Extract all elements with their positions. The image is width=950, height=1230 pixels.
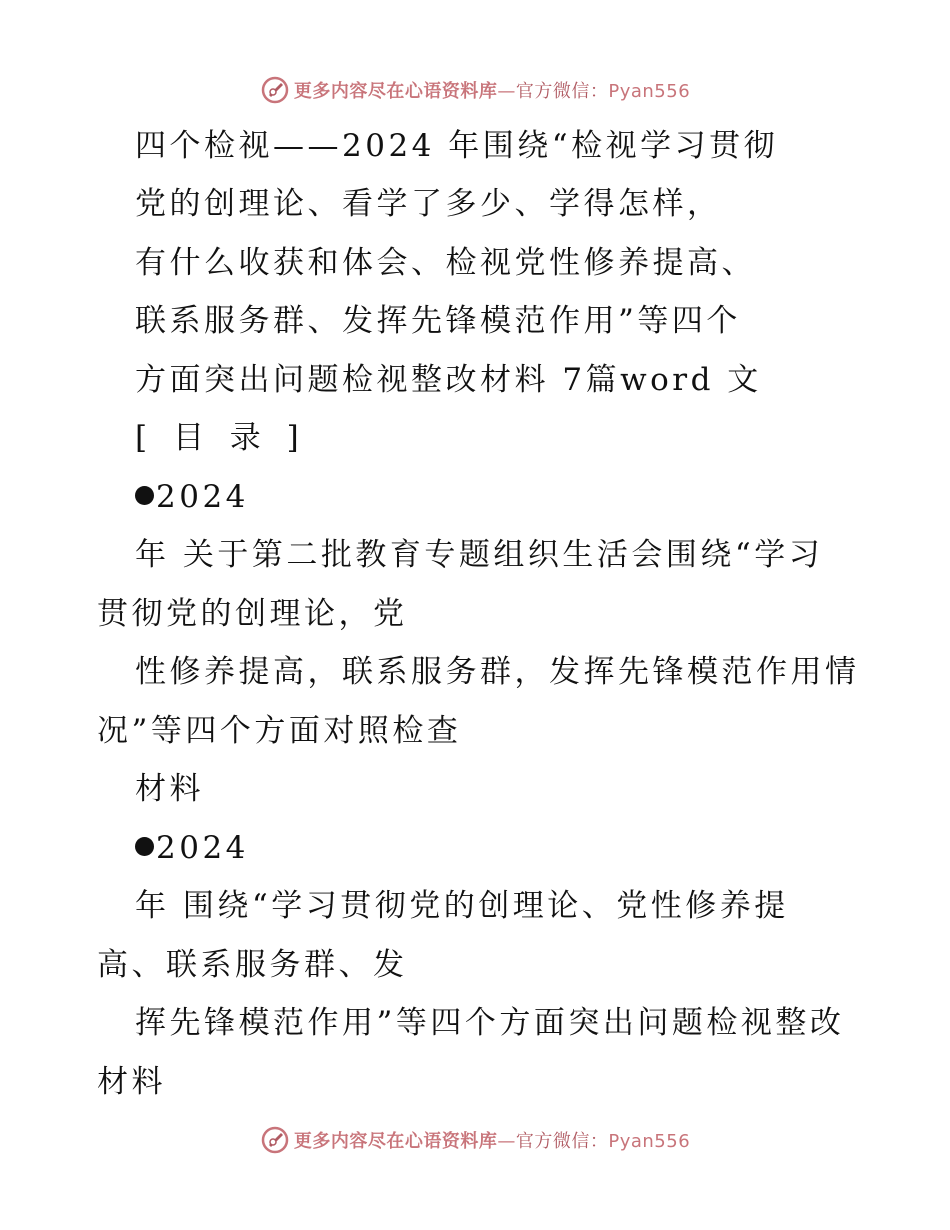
watermark-label: 官方微信： — [515, 1131, 609, 1152]
brand-logo-icon — [260, 75, 290, 105]
toc-item-2-line-1: 年 围绕“学习贯彻党的创理论、党性修养提 — [135, 888, 789, 924]
watermark-main: 更多内容尽在心语资料库 — [293, 81, 498, 102]
watermark-dash: — — [497, 81, 516, 102]
brand-logo-icon — [260, 1125, 290, 1155]
toc-item-2-line-2: 高、联系服务群、发 — [97, 947, 408, 983]
watermark-wechat-id: Pyan556 — [608, 81, 691, 102]
toc-item-1-line-1: 年 关于第二批教育专题组织生活会围绕“学习 — [135, 537, 824, 573]
toc-item-1-line-5: 材料 — [135, 771, 204, 807]
toc-item-1-line-3: 性修养提高，联系服务群，发挥先锋模范作用情 — [135, 654, 860, 690]
toc-item-1-line-2: 贯彻党的创理论，党 — [97, 596, 408, 632]
toc-item-1-year-line — [135, 477, 249, 517]
title-line-2: 党的创理论、看学了多少、学得怎样， — [135, 186, 722, 222]
toc-item-2-line-4: 材料 — [97, 1064, 166, 1100]
toc-item-2-year-line — [135, 828, 249, 868]
bullet-icon — [135, 837, 154, 856]
watermark-banner-bottom — [0, 1120, 950, 1160]
title-line-3: 有什么收获和体会、检视党性修养提高、 — [135, 245, 756, 281]
toc-item-2-year: 2024 — [156, 830, 249, 866]
toc-heading: [ 目 录 ] — [135, 420, 307, 456]
watermark-text — [294, 77, 690, 103]
toc-item-1-line-4: 况”等四个方面对照检查 — [97, 713, 462, 749]
toc-item-2-line-3: 挥先锋模范作用”等四个方面突出问题检视整改 — [135, 1005, 845, 1041]
title-line-1: 四个检视——2024 年围绕“检视学习贯彻 — [135, 128, 779, 164]
title-line-4: 联系服务群、发挥先锋模范作用”等四个 — [135, 303, 741, 339]
watermark-main: 更多内容尽在心语资料库 — [293, 1131, 498, 1152]
toc-item-1-year: 2024 — [156, 479, 249, 515]
watermark-text — [294, 1127, 690, 1153]
bullet-icon — [135, 486, 154, 505]
watermark-banner-top — [0, 70, 950, 110]
watermark-label: 官方微信： — [515, 81, 609, 102]
watermark-dash: — — [497, 1131, 516, 1152]
watermark-wechat-id: Pyan556 — [608, 1131, 691, 1152]
title-line-5: 方面突出问题检视整改材料 7篇word 文 — [135, 362, 762, 398]
